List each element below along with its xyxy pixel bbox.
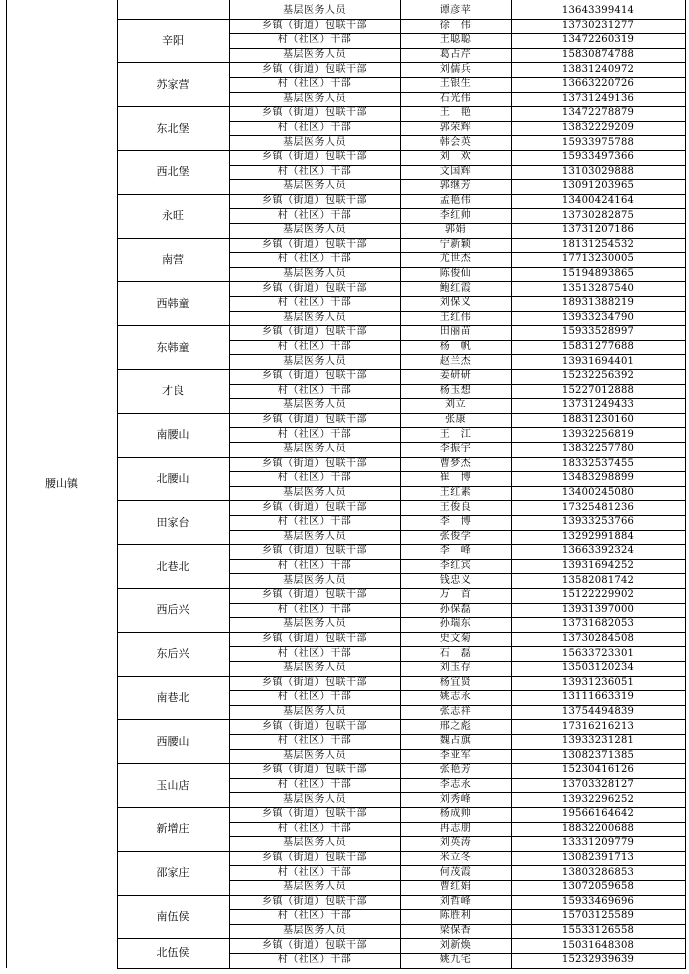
village-cell: 邵家庄 (156, 866, 190, 880)
village-cell: 北腰山 (156, 471, 190, 485)
name-cell: 王红素 (439, 487, 472, 499)
name-cell: 刘立 (445, 399, 466, 411)
phone-cell: 13663220726 (561, 78, 635, 90)
village-cell: 西韩童 (156, 296, 190, 310)
phone-cell: 15831277688 (561, 341, 635, 353)
grid-line (6, 0, 7, 968)
phone-cell: 13082391713 (561, 852, 635, 864)
phone-cell: 13703328127 (561, 779, 635, 791)
phone-cell: 18131254532 (561, 238, 635, 250)
role-cell: 基层医务人员 (283, 837, 346, 849)
role-cell: 基层医务人员 (283, 749, 346, 761)
name-cell: 刘保义 (439, 297, 472, 309)
phone-cell: 18332537455 (561, 457, 635, 469)
name-cell: 曹红娟 (439, 881, 472, 893)
role-cell: 乡镇（街道）包联干部 (262, 195, 367, 207)
role-cell: 乡镇（街道）包联干部 (262, 939, 367, 951)
phone-cell: 13400424164 (561, 195, 635, 207)
name-cell: 崔 博 (439, 472, 472, 484)
role-cell: 村（社区）干部 (277, 779, 352, 791)
role-cell: 乡镇（街道）包联干部 (262, 19, 367, 31)
phone-cell: 13731249433 (561, 399, 635, 411)
role-cell: 村（社区）干部 (277, 560, 352, 572)
role-cell: 基层医务人员 (283, 399, 346, 411)
phone-cell: 13730231277 (561, 19, 635, 31)
phone-cell: 13832257780 (561, 443, 635, 455)
name-cell: 韩会英 (439, 136, 472, 148)
name-cell: 尤世杰 (439, 253, 472, 265)
village-cell: 南营 (162, 252, 184, 266)
village-cell: 新增庄 (156, 822, 190, 836)
grid-line (400, 0, 401, 968)
role-cell: 村（社区）干部 (277, 691, 352, 703)
phone-cell: 15232939639 (561, 954, 635, 966)
role-cell: 乡镇（街道）包联干部 (262, 589, 367, 601)
village-cell: 东后兴 (156, 647, 190, 661)
phone-cell: 15232256392 (561, 370, 635, 382)
grid-line (511, 0, 512, 968)
phone-cell: 13932296252 (561, 793, 635, 805)
phone-cell: 15122229902 (561, 589, 635, 601)
role-cell: 村（社区）干部 (277, 822, 352, 834)
name-cell: 王 艳 (439, 107, 472, 119)
grid-line (117, 0, 118, 968)
role-cell: 村（社区）干部 (277, 647, 352, 659)
name-cell: 刘英涛 (439, 837, 472, 849)
village-cell: 苏家营 (156, 77, 190, 91)
role-cell: 乡镇（街道）包联干部 (262, 764, 367, 776)
name-cell: 宁新颖 (439, 238, 472, 250)
role-cell: 基层医务人员 (283, 574, 346, 586)
name-cell: 史文菊 (439, 633, 472, 645)
phone-cell: 13663392324 (561, 545, 635, 557)
role-cell: 基层医务人员 (283, 662, 346, 674)
role-cell: 村（社区）干部 (277, 122, 352, 134)
name-cell: 李振宇 (439, 443, 472, 455)
phone-cell: 13082371385 (561, 749, 635, 761)
name-cell: 孙瑞东 (439, 618, 472, 630)
phone-cell: 17325481236 (561, 501, 635, 513)
name-cell: 张俊学 (439, 530, 472, 542)
role-cell: 基层医务人员 (283, 443, 346, 455)
role-cell: 乡镇（街道）包联干部 (262, 633, 367, 645)
name-cell: 葛占芹 (439, 49, 472, 61)
name-cell: 李红宾 (439, 560, 472, 572)
role-cell: 乡镇（街道）包联干部 (262, 151, 367, 163)
name-cell: 石光伟 (439, 92, 472, 104)
role-cell: 村（社区）干部 (277, 866, 352, 878)
role-cell: 乡镇（街道）包联干部 (262, 282, 367, 294)
phone-cell: 13111663319 (561, 691, 635, 703)
phone-cell: 18832200688 (561, 822, 635, 834)
grid-line (229, 0, 230, 968)
name-cell: 曹梦杰 (439, 457, 472, 469)
role-cell: 村（社区）干部 (277, 297, 352, 309)
phone-cell: 13931236051 (561, 676, 635, 688)
phone-cell: 15533126558 (561, 925, 635, 937)
name-cell: 姚九宅 (439, 954, 472, 966)
name-cell: 张艳芳 (439, 764, 472, 776)
name-cell: 田丽苗 (439, 326, 472, 338)
village-cell: 才良 (162, 384, 184, 398)
phone-cell: 18831230160 (561, 414, 635, 426)
name-cell: 郭娟 (445, 224, 466, 236)
phone-cell: 13730284508 (561, 633, 635, 645)
phone-cell: 13931694401 (561, 355, 635, 367)
role-cell: 村（社区）干部 (277, 341, 352, 353)
name-cell: 孙保磊 (439, 603, 472, 615)
role-cell: 村（社区）干部 (277, 472, 352, 484)
name-cell: 李红帅 (439, 209, 472, 221)
phone-cell: 13472260319 (561, 34, 635, 46)
phone-cell: 13472278879 (561, 107, 635, 119)
name-cell: 李志永 (439, 779, 472, 791)
name-cell: 文国辉 (439, 165, 472, 177)
phone-cell: 13931397000 (561, 603, 635, 615)
name-cell: 冉志朋 (439, 822, 472, 834)
role-cell: 村（社区）干部 (277, 34, 352, 46)
role-cell: 乡镇（街道）包联干部 (262, 720, 367, 732)
role-cell: 乡镇（街道）包联干部 (262, 545, 367, 557)
role-cell: 乡镇（街道）包联干部 (262, 676, 367, 688)
phone-cell: 17713230005 (561, 253, 635, 265)
phone-cell: 13731207186 (561, 224, 635, 236)
role-cell: 基层医务人员 (283, 49, 346, 61)
village-cell: 田家台 (156, 515, 190, 529)
village-cell: 南巷北 (156, 690, 190, 704)
phone-cell: 13091203965 (561, 180, 635, 192)
phone-cell: 15933497366 (561, 151, 635, 163)
role-cell: 村（社区）干部 (277, 428, 352, 440)
role-cell: 基层医务人员 (283, 180, 346, 192)
role-cell: 乡镇（街道）包联干部 (262, 852, 367, 864)
role-cell: 基层医务人员 (283, 881, 346, 893)
name-cell: 杨宜贤 (439, 676, 472, 688)
name-cell: 谭彦苹 (439, 5, 472, 17)
role-cell: 基层医务人员 (283, 311, 346, 323)
phone-cell: 13933234790 (561, 311, 635, 323)
name-cell: 刘玉存 (439, 662, 472, 674)
phone-cell: 13292991884 (561, 530, 635, 542)
name-cell: 梁保香 (439, 925, 472, 937)
phone-cell: 13730282875 (561, 209, 635, 221)
phone-cell: 13072059658 (561, 881, 635, 893)
name-cell: 王红伟 (439, 311, 472, 323)
name-cell: 钱忠义 (439, 574, 472, 586)
role-cell: 乡镇（街道）包联干部 (262, 414, 367, 426)
phone-cell: 13832229209 (561, 122, 635, 134)
name-cell: 徐 伟 (439, 19, 472, 31)
village-cell: 辛阳 (162, 33, 184, 47)
phone-cell: 13582081742 (561, 574, 635, 586)
name-cell: 邢之彪 (439, 720, 472, 732)
phone-cell: 15633723301 (561, 647, 635, 659)
village-cell: 西北堡 (156, 165, 190, 179)
role-cell: 乡镇（街道）包联干部 (262, 808, 367, 820)
role-cell: 乡镇（街道）包联干部 (262, 63, 367, 75)
grid-line (117, 968, 230, 969)
role-cell: 村（社区）干部 (277, 516, 352, 528)
village-cell: 东北堡 (156, 121, 190, 135)
village-cell: 东韩童 (156, 340, 190, 354)
role-cell: 基层医务人员 (283, 925, 346, 937)
phone-cell: 13731249136 (561, 92, 635, 104)
role-cell: 基层医务人员 (283, 530, 346, 542)
village-cell: 永旺 (162, 209, 184, 223)
role-cell: 村（社区）干部 (277, 165, 352, 177)
role-cell: 基层医务人员 (283, 92, 346, 104)
name-cell: 王俊良 (439, 501, 472, 513)
phone-cell: 13483298899 (561, 472, 635, 484)
phone-cell: 13803286853 (561, 866, 635, 878)
role-cell: 基层医务人员 (283, 224, 346, 236)
role-cell: 村（社区）干部 (277, 603, 352, 615)
village-cell: 北伍侯 (156, 946, 190, 960)
role-cell: 乡镇（街道）包联干部 (262, 238, 367, 250)
name-cell: 米立冬 (439, 852, 472, 864)
name-cell: 刘新焕 (439, 939, 472, 951)
town-cell: 腰山镇 (45, 477, 78, 491)
name-cell: 陈胜利 (439, 910, 472, 922)
role-cell: 乡镇（街道）包联干部 (262, 895, 367, 907)
village-cell: 南伍侯 (156, 909, 190, 923)
village-cell: 南腰山 (156, 428, 190, 442)
phone-cell: 18931388219 (561, 297, 635, 309)
grid-line (229, 968, 686, 969)
name-cell: 姚志永 (439, 691, 472, 703)
name-cell: 刘哲峰 (439, 895, 472, 907)
phone-cell: 13754494839 (561, 706, 635, 718)
village-cell: 玉山店 (156, 778, 190, 792)
phone-cell: 15230416126 (561, 764, 635, 776)
name-cell: 何茂霞 (439, 866, 472, 878)
name-cell: 李 博 (439, 516, 472, 528)
name-cell: 姜研研 (439, 370, 472, 382)
grid-line (685, 0, 686, 968)
phone-cell: 13103029888 (561, 165, 635, 177)
name-cell: 刘儒兵 (439, 63, 472, 75)
role-cell: 村（社区）干部 (277, 78, 352, 90)
name-cell: 张康 (445, 414, 466, 426)
role-cell: 村（社区）干部 (277, 954, 352, 966)
phone-cell: 13933253766 (561, 516, 635, 528)
village-cell: 北巷北 (156, 559, 190, 573)
phone-cell: 13503120234 (561, 662, 635, 674)
phone-cell: 15933469696 (561, 895, 635, 907)
role-cell: 基层医务人员 (283, 793, 346, 805)
name-cell: 万 首 (439, 589, 472, 601)
village-cell: 西后兴 (156, 603, 190, 617)
phone-cell: 13831240972 (561, 63, 635, 75)
phone-cell: 13331209779 (561, 837, 635, 849)
name-cell: 张志祥 (439, 706, 472, 718)
name-cell: 杨 帆 (439, 341, 472, 353)
phone-cell: 13400245080 (561, 487, 635, 499)
name-cell: 杨成帅 (439, 808, 472, 820)
role-cell: 村（社区）干部 (277, 384, 352, 396)
phone-cell: 15227012888 (561, 384, 635, 396)
role-cell: 村（社区）干部 (277, 910, 352, 922)
role-cell: 基层医务人员 (283, 618, 346, 630)
role-cell: 乡镇（街道）包联干部 (262, 326, 367, 338)
name-cell: 王聪聪 (439, 34, 472, 46)
role-cell: 村（社区）干部 (277, 209, 352, 221)
name-cell: 刘 欢 (439, 151, 472, 163)
phone-cell: 15194893865 (561, 268, 635, 280)
phone-cell: 15031648308 (561, 939, 635, 951)
role-cell: 村（社区）干部 (277, 253, 352, 265)
phone-cell: 13931694252 (561, 560, 635, 572)
phone-cell: 15830874788 (561, 49, 635, 61)
role-cell: 乡镇（街道）包联干部 (262, 501, 367, 513)
name-cell: 赵兰杰 (439, 355, 472, 367)
name-cell: 王银生 (439, 78, 472, 90)
name-cell: 李亚军 (439, 749, 472, 761)
role-cell: 基层医务人员 (283, 487, 346, 499)
role-cell: 基层医务人员 (283, 706, 346, 718)
name-cell: 魏占旗 (439, 735, 472, 747)
name-cell: 陈俊仙 (439, 268, 472, 280)
name-cell: 李 峰 (439, 545, 472, 557)
phone-cell: 13513287540 (561, 282, 635, 294)
role-cell: 乡镇（街道）包联干部 (262, 370, 367, 382)
name-cell: 杨玉想 (439, 384, 472, 396)
phone-cell: 19566164642 (561, 808, 635, 820)
phone-cell: 15703125589 (561, 910, 635, 922)
village-cell: 西腰山 (156, 734, 190, 748)
name-cell: 郭荣辉 (439, 122, 472, 134)
role-cell: 村（社区）干部 (277, 735, 352, 747)
role-cell: 基层医务人员 (283, 5, 346, 17)
role-cell: 乡镇（街道）包联干部 (262, 457, 367, 469)
name-cell: 鲍红霞 (439, 282, 472, 294)
role-cell: 乡镇（街道）包联干部 (262, 107, 367, 119)
role-cell: 基层医务人员 (283, 355, 346, 367)
name-cell: 郭继芳 (439, 180, 472, 192)
name-cell: 王 江 (439, 428, 472, 440)
name-cell: 石 磊 (439, 647, 472, 659)
name-cell: 孟艳伟 (439, 195, 472, 207)
role-cell: 基层医务人员 (283, 136, 346, 148)
phone-cell: 15933528997 (561, 326, 635, 338)
phone-cell: 13731682053 (561, 618, 635, 630)
phone-cell: 13933231281 (561, 735, 635, 747)
phone-cell: 13643399414 (561, 5, 635, 17)
phone-cell: 17316216213 (561, 720, 635, 732)
phone-cell: 13932256819 (561, 428, 635, 440)
phone-cell: 15933975788 (561, 136, 635, 148)
name-cell: 刘秀峰 (439, 793, 472, 805)
role-cell: 基层医务人员 (283, 268, 346, 280)
